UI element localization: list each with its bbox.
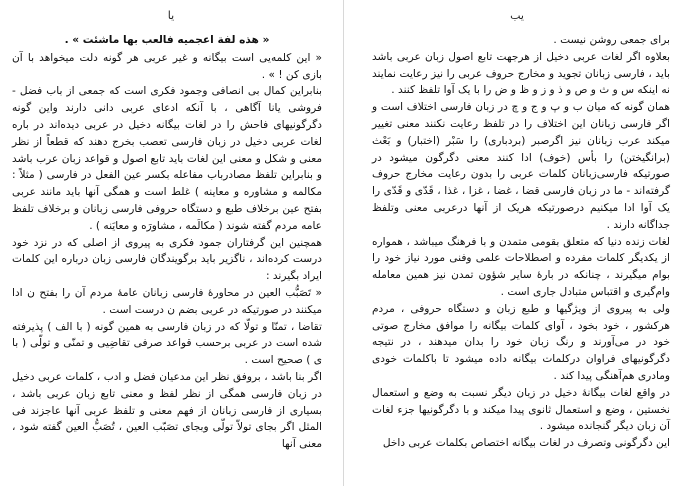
paragraph: ولی به پیروی از ویژگیها و طبع زبان و دستگاه حروفی ، مردم هرکشور ، خود بخود ، آوای کلمات بیگانه را موافق مخارج صوتی خود در می‌آورند و رنگ زبان خود را بدان میدهند ، در نتیجه دگرگونیهای فراوان درکلمات بیگانه داده میشود تا باکلمات خودی ومادری هم‌آهنگی پیدا کند . [372,302,670,382]
paragraph: تقاضا ، تمنّا و تولّا که در زبان فارسی به همین گونه ( با الف ) پذیرفته شده است در عربی برحسب قواعد صرفی تقاضِیی و تمنّی و تولّی ( با ی ) صحیح است . [12,320,322,367]
page-body [372,32,670,452]
paragraph: « تَصَبُّب العین در محاورهٔ فارسی زبانان عامهٔ مردم آن را بفتح ن ادا میکنند در صورتیکه در عربی بضم ن درست است . [12,286,322,316]
paragraph: اگر بنا باشد ، بروفق نظر این مدعیان فضل و ادب ، کلمات عربی دخیل در زبان فارسی همگی از نظر لفظ و معنی تابع زبان عربی باشد ، بسیاری از فارسی زبانان از فهم معنی و تلفظ عربی آنها عاجزند فی المثل اگر بجای تولاّ تولّی وبجای تصَبّب العین ، تُصَبُّ العین گفته شود ، معنی آنها [12,370,322,451]
paragraph: در واقع لغات بیگانهٔ دخیل در زبان دیگر نسبت به وضع و استعمال نخستین ، وضع و استعمال ثانوی پیدا میکند و با دگرگونیها جزء لغات آن زبان دیگر گنجانده میشود . [372,386,670,433]
paragraph: برای جمعی روشن نیست . [553,34,670,46]
paragraph: بعلاوه اگر لغات عربی دخیل از هرجهت تابع اصول زبان عربی باشد باید ، فارسی زبانان تجوید و مخارج حروف عربی را نیز رعایت نمایند نه اینکه س و ث و ص و ذ و ز و ظ و ض را با یک آوا تلفظ کنند . [372,50,670,97]
quote-heading: « هذه لفة اعجميه فالعب بها ماشئت » . [64,34,270,46]
paragraph: همچنین این گرفتاران جمود فکری به پیروی از اصلی که در نزد خود درست کرده‌اند ، ناگزیر باید برگویندگان فارسی زبان درباره این کلمات ایراد بگیرند : [12,236,322,283]
left-page [0,0,342,486]
page-body [12,32,322,453]
paragraph: این دگرگونی وتصرف در لغات بیگانه اختصاص بکلمات عربی داخل [382,437,670,450]
page-number: یا [167,9,175,22]
paragraph: همان گونه که میان ب و پ و ج و چ در زبان فارسی اختلاف است و اگر فارسی زبانان این اختلاف را در تلفظ رعایت نکنند معنی تغییر میکند عرب زبانان نیز اگرصبر (بردباری) را سَبْر (اختبار) و بَعْث (برانگیختن) را بأس (خوف) ادا کنند معنی دگرگون میشود در صورتیکه فارسی‌زبانان کلمات عربی را بدون رعایت مخارج حروف گرفته‌اند - ما در زبان فارسی قضا ، غضا ، غزا ، غذا ، قَدّی و قَدّی را یک آوا ادا میکنیم درصورتیکه هریک از آنها درعربی معنی وتلفظ جداگانه دارند . [372,101,670,231]
paragraph: بنابراین کمال بی انصافی وجمود فکری است که جمعی از باب فضل - فروشی یانا آگاهی ، با آنکه ادعای عربی دانی دارند واین گونه دگرگونیهای فاحش را در لغات بیگانه دخیل در عربی دیده‌اند در باره لغات عربی دخیل در زبان فارسی تعصب بخرج دهند که قطعاً از نظر معنی و شکل و معنی این لغات باید تابع اصول و قواعد زبان عرب باشد و بنابراین تلفظ مصادرباب مفاعله بکسر عین الفعل در فارسی ( مثلاً : مکالمه و مشاوره و معاینه ) غلط است و همگی آنها باید مانند عربی بفتح عین برخلاف طبع و دستگاه حروفی فارسی زبانان و برخلاف تلفظ عامه مردم گفته شوند ( مکالَمه ، مشاورَه و معایَنه ) . [12,85,322,232]
right-page [346,0,688,486]
paragraph: لغات زنده دنیا که متعلق بقومی متمدن و با فرهنگ میباشد ، همواره از یکدیگر کلمات مفرده و اصطلاحات علمی وفنی مورد نیاز خود را بوام میگیرند ، چنانکه در بارهٔ سایر شؤون تمدن نیز همین معامله وام‌گیری و اقتباس متبادل جاری است . [372,235,670,298]
paragraph: « این کلمه‌یی است بیگانه و غیر عربی هر گونه دلت میخواهد با آن بازی کن ! » . [12,51,322,81]
page-number: یب [510,9,524,22]
gutter-divider [343,0,344,486]
